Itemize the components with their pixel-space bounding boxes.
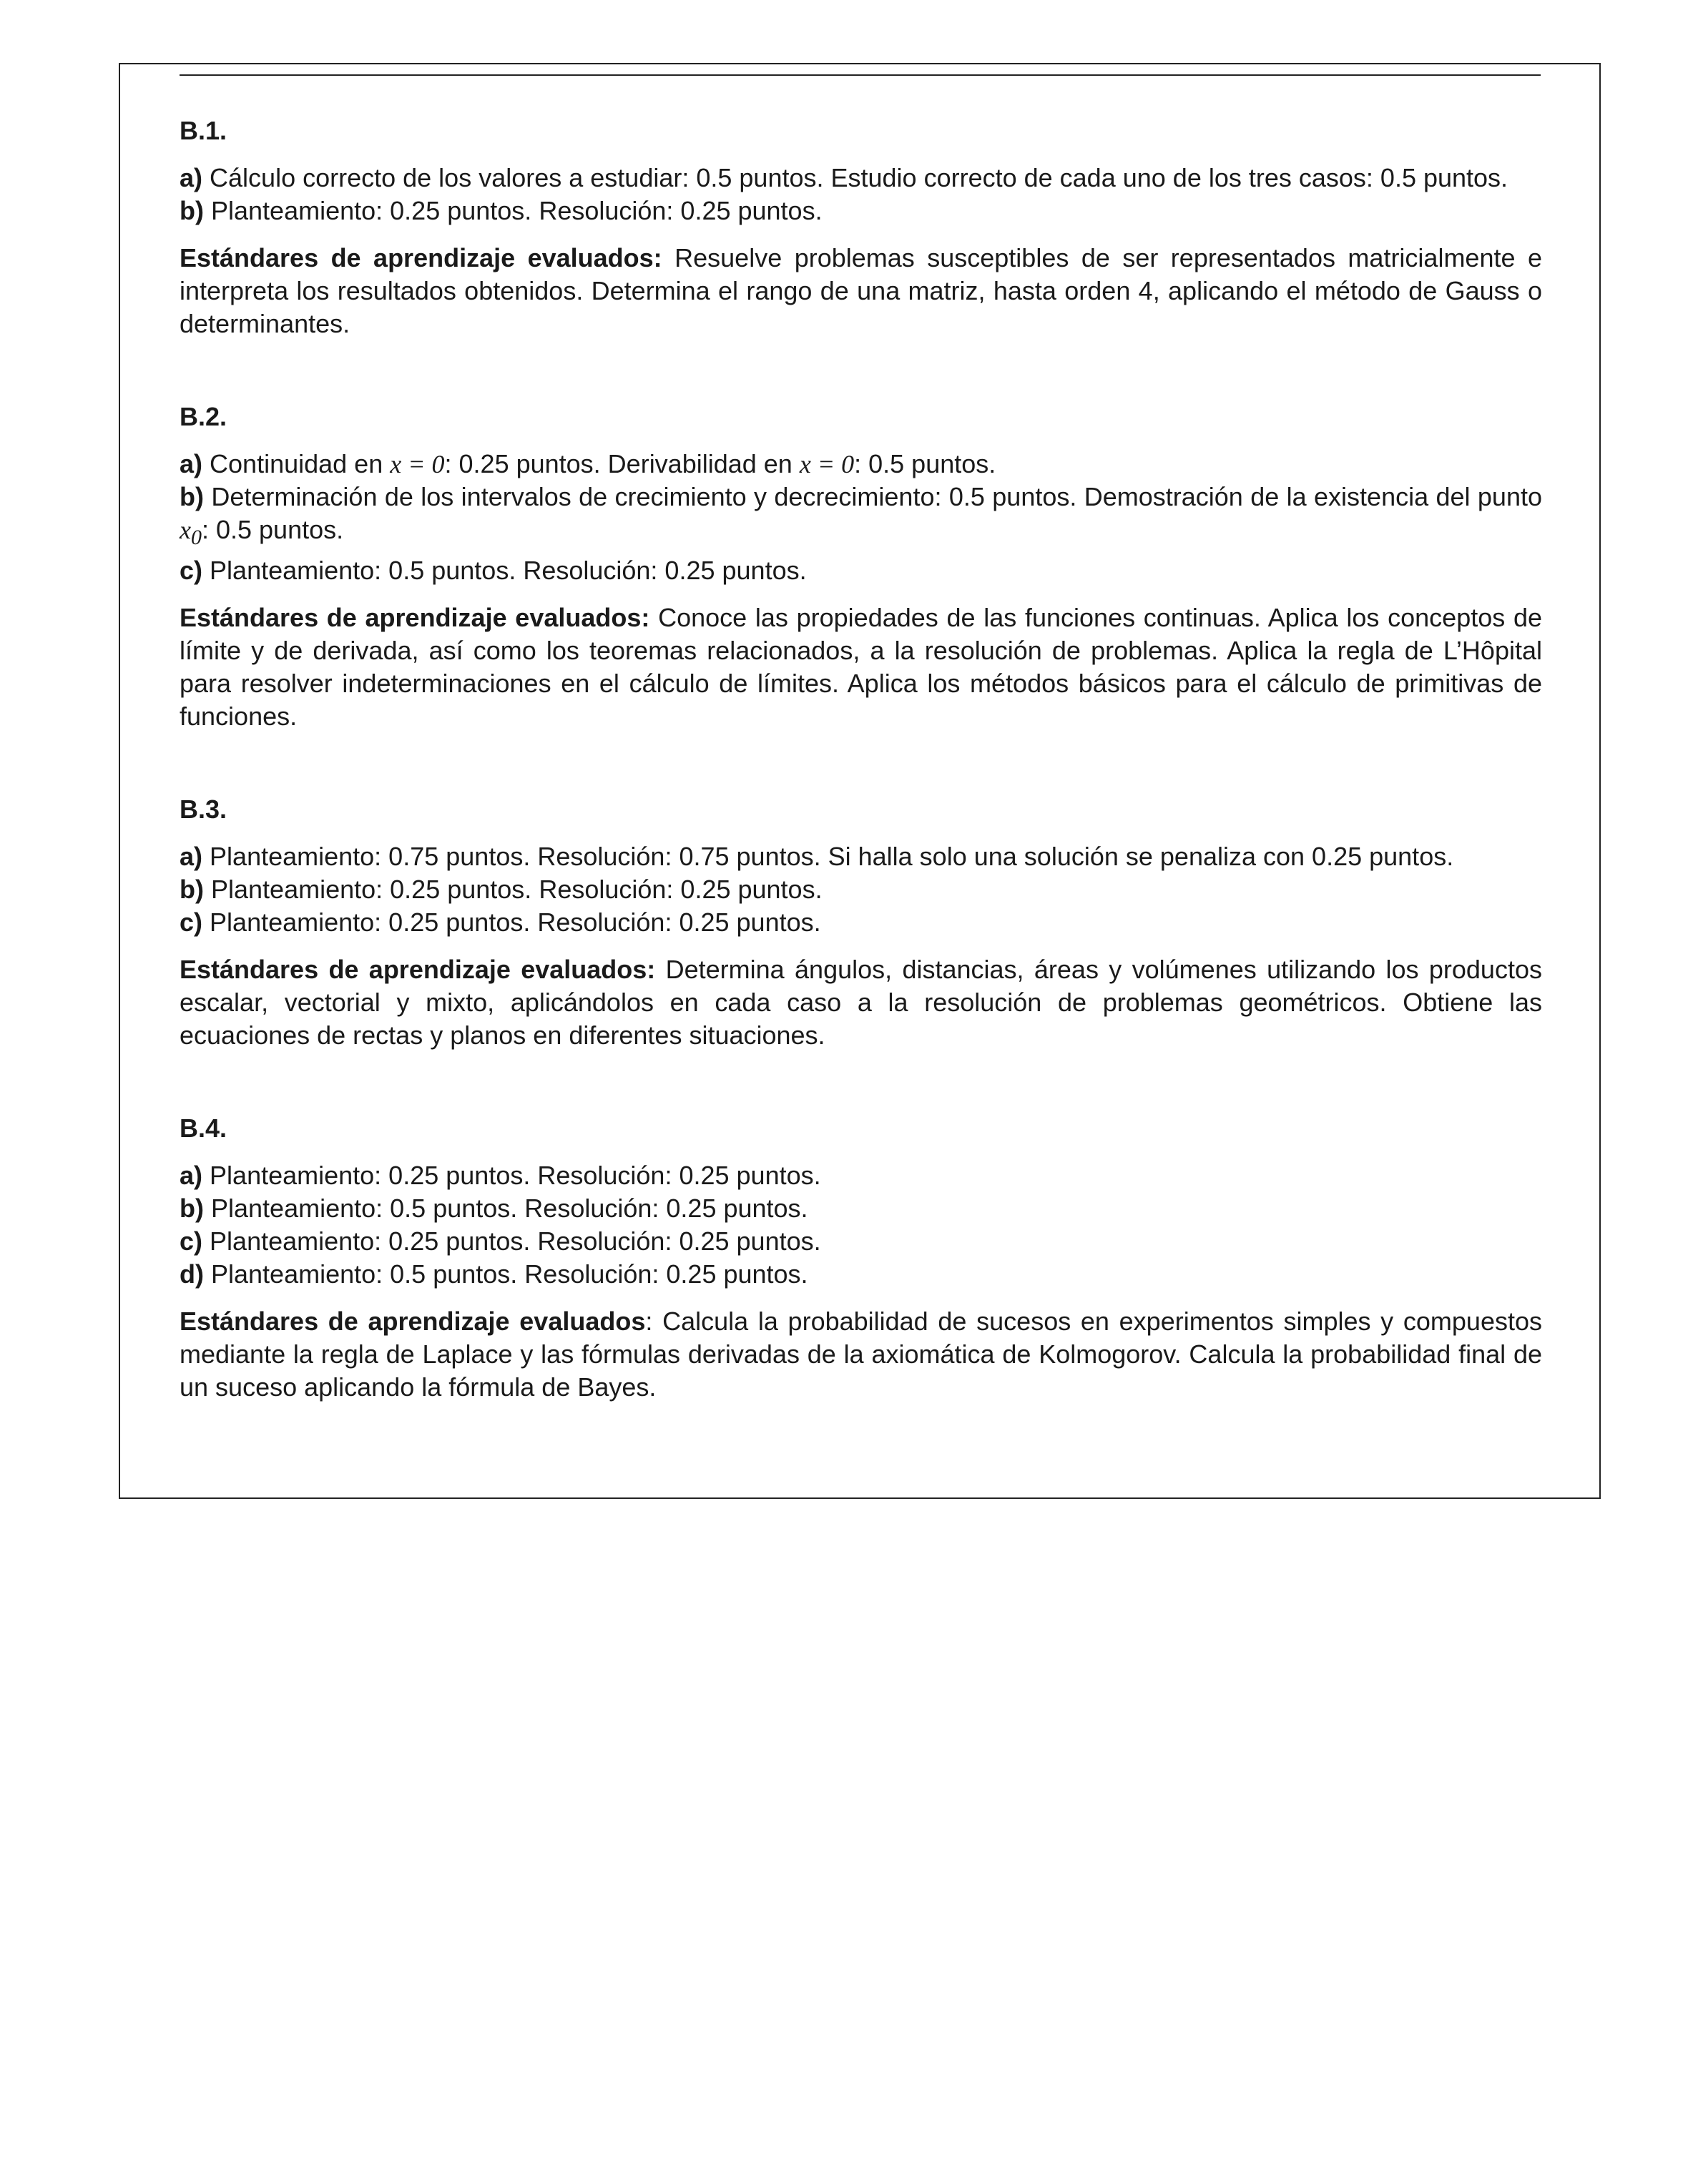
item-text: Continuidad en xyxy=(210,449,391,478)
item-key: c) xyxy=(180,556,203,586)
item-key: d) xyxy=(180,1259,204,1289)
list-item xyxy=(180,1225,1542,1258)
item-text: : 0.5 puntos. xyxy=(854,449,996,478)
item-text: Cálculo correcto de los valores a estudiar: 0.5 puntos. Estudio correcto de cada uno de los tres casos: 0.5 puntos. xyxy=(210,163,1508,192)
standards-paragraph xyxy=(180,953,1542,1052)
section-title: B.1. xyxy=(180,116,227,145)
standards-text: Conoce las propiedades de las funciones continuas. Aplica los conceptos de límite y de derivada, así como los teoremas relacionados, a la resolución de problemas. Aplica la regla de L’Hôpital para resolver indeterminaciones en el cálculo de límites. Aplica los métodos básicos para el cálculo de primitivas de funciones. xyxy=(180,603,1542,732)
list-item xyxy=(180,481,1542,554)
item-text: Planteamiento: 0.25 puntos. Resolución: 0.25 puntos. xyxy=(211,196,823,225)
standards-paragraph xyxy=(180,601,1542,733)
item-text: Planteamiento: 0.25 puntos. Resolución: 0.25 puntos. xyxy=(211,875,823,905)
list-item xyxy=(180,906,1542,939)
standards-label: Estándares de aprendizaje evaluados: xyxy=(180,243,662,272)
item-text: Determinación de los intervalos de crecimiento y decrecimiento: 0.5 puntos. Demostración de la existencia del punto xyxy=(211,482,1542,511)
item-text: Planteamiento: 0.25 puntos. Resolución: 0.25 puntos. xyxy=(210,907,821,938)
list-item xyxy=(180,448,1542,481)
standards-paragraph xyxy=(180,1305,1542,1404)
item-key: a) xyxy=(180,842,203,872)
item-text: Planteamiento: 0.5 puntos. Resolución: 0.25 puntos. xyxy=(211,1194,808,1224)
top-divider xyxy=(180,74,1541,76)
standards-text: Determina ángulos, distancias, áreas y volúmenes utilizando los productos escalar, vectorial y mixto, aplicándolos en cada caso a la resolución de problemas geométricos. Obtiene las ecuaciones de rectas y planos en diferentes situaciones. xyxy=(180,955,1542,1051)
item-key: a) xyxy=(180,163,203,192)
section-title: B.2. xyxy=(180,402,227,431)
list-item xyxy=(180,1258,1542,1291)
item-text: Planteamiento: 0.25 puntos. Resolución: 0.25 puntos. xyxy=(210,1161,821,1191)
item-text: Planteamiento: 0.5 puntos. Resolución: 0.25 puntos. xyxy=(210,556,807,586)
item-text: Planteamiento: 0.75 puntos. Resolución: 0.75 puntos. Si halla solo una solución se penaliza con 0.25 puntos. xyxy=(210,842,1454,872)
math-expression: x = 0 xyxy=(799,450,855,478)
standards-label: Estándares de aprendizaje evaluados: xyxy=(180,603,650,633)
item-key: c) xyxy=(180,907,203,938)
math-subscript: 0 xyxy=(190,526,202,550)
section-b1 xyxy=(180,114,1542,340)
item-text: Planteamiento: 0.5 puntos. Resolución: 0.25 puntos. xyxy=(211,1259,808,1289)
section-title: B.3. xyxy=(180,795,227,825)
section-b4 xyxy=(180,1112,1542,1404)
math-expression: x xyxy=(180,516,191,544)
item-key: c) xyxy=(180,1226,203,1256)
criteria-content xyxy=(180,114,1542,1404)
item-list xyxy=(180,1159,1542,1291)
item-key: b) xyxy=(180,196,204,225)
item-list xyxy=(180,840,1542,939)
list-item xyxy=(180,1159,1542,1192)
standards-label: Estándares de aprendizaje evaluados: xyxy=(180,955,656,985)
item-key: a) xyxy=(180,1161,203,1191)
item-key: b) xyxy=(180,875,204,905)
list-item xyxy=(180,195,1542,227)
item-list xyxy=(180,162,1542,227)
item-text: Planteamiento: 0.25 puntos. Resolución: 0.25 puntos. xyxy=(210,1226,821,1256)
section-title: B.4. xyxy=(180,1113,227,1143)
list-item xyxy=(180,162,1542,195)
list-item xyxy=(180,840,1542,873)
standards-text: Resuelve problemas susceptibles de ser representados matricialmente e interpreta los resultados obtenidos. Determina el rango de una matriz, hasta orden 4, aplicando el método de Gauss o determinantes. xyxy=(180,243,1542,338)
section-b3 xyxy=(180,793,1542,1052)
standards-label: Estándares de aprendizaje evaluados xyxy=(180,1307,646,1337)
item-key: b) xyxy=(180,482,204,511)
section-b2 xyxy=(180,400,1542,733)
item-key: b) xyxy=(180,1194,204,1224)
math-expression: x = 0 xyxy=(390,450,445,478)
standards-paragraph xyxy=(180,242,1542,340)
standards-colon: : xyxy=(645,1307,653,1337)
item-text: : 0.25 puntos. Derivabilidad en xyxy=(444,449,800,478)
criteria-frame xyxy=(119,63,1601,1499)
item-key: a) xyxy=(180,449,203,478)
list-item xyxy=(180,1192,1542,1225)
list-item xyxy=(180,554,1542,587)
list-item xyxy=(180,873,1542,906)
item-text: : 0.5 puntos. xyxy=(201,515,344,544)
item-list xyxy=(180,448,1542,587)
standards-text: Calcula la probabilidad de sucesos en experimentos simples y compuestos mediante la regla de Laplace y las fórmulas derivadas de la axiomática de Kolmogorov. Calcula la probabilidad final de un suceso aplicando la fórmula de Bayes. xyxy=(180,1307,1542,1402)
